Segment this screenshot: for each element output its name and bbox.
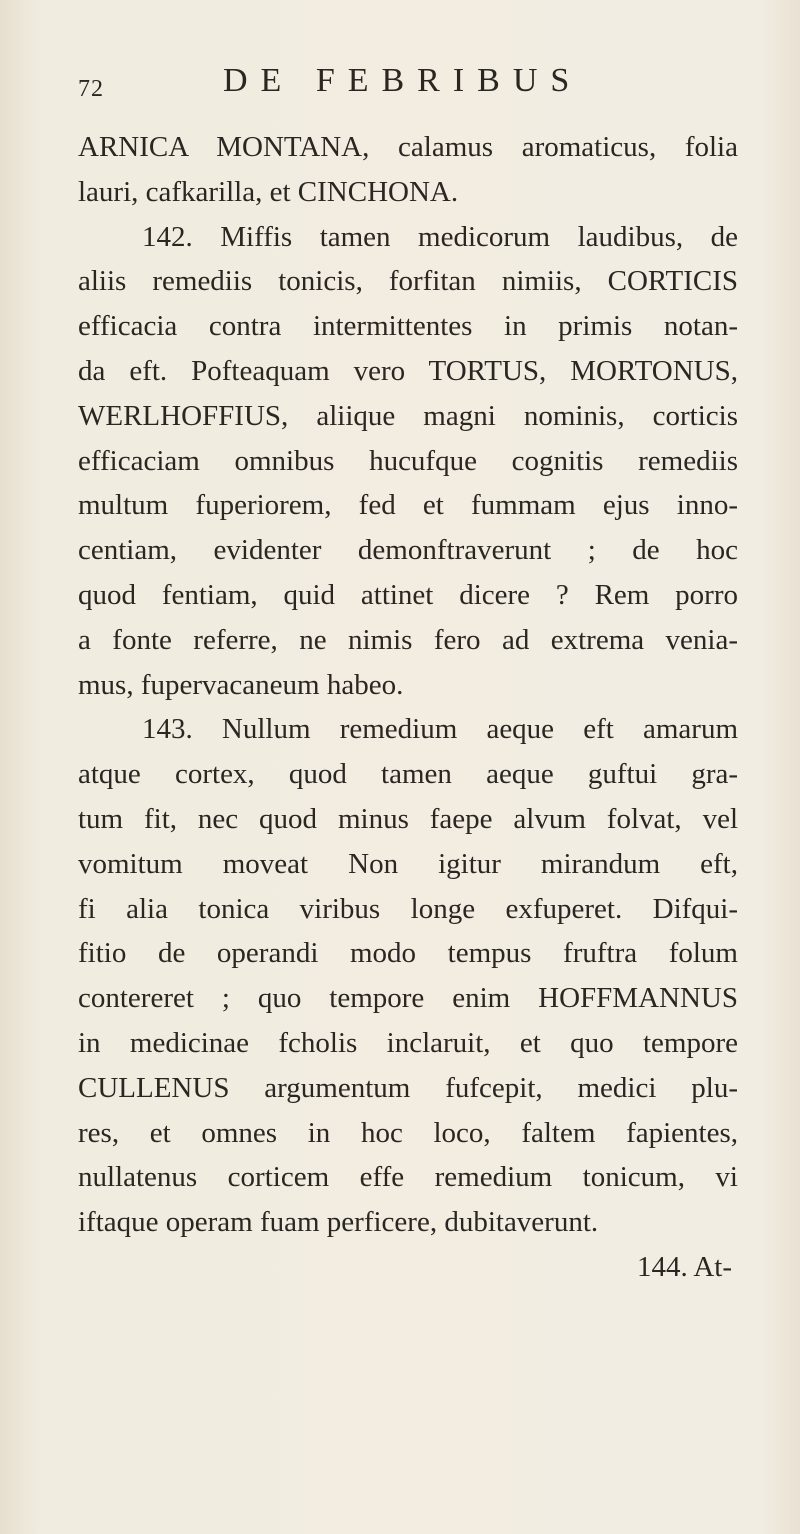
- page-number: 72: [78, 76, 104, 102]
- paragraph-142-start: 142. Miffis tamen medicorum laudibus, de: [142, 220, 738, 253]
- text-line: aliis remediis tonicis, forfitan nimiis, CORTICIS: [78, 265, 738, 298]
- text-line: da eft. Pofteaquam vero TORTUS, MORTONUS,: [78, 354, 738, 387]
- text-line: fi alia tonica viribus longe exfuperet. Difqui-: [78, 892, 738, 925]
- text-line: lauri, cafkarilla, et CINCHONA.: [78, 175, 459, 208]
- text-line: quod fentiam, quid attinet dicere ? Rem porro: [78, 578, 738, 611]
- text-line: mus, fupervacaneum habeo.: [78, 668, 404, 701]
- text-line: vomitum moveat Non igitur mirandum eft,: [78, 847, 738, 880]
- text-line: efficacia contra intermittentes in primis notan-: [78, 310, 738, 343]
- text-line: ARNICA MONTANA, calamus aromaticus, folia: [78, 131, 738, 163]
- text-line: res, et omnes in hoc loco, faltem fapientes,: [78, 1116, 738, 1149]
- text-line: in medicinae fcholis inclaruit, et quo tempore: [78, 1026, 738, 1059]
- running-head: DE FEBRIBUS: [223, 62, 583, 99]
- catchword: 144. At-: [636, 1250, 732, 1283]
- page-header: [78, 62, 718, 112]
- text-line: CULLENUS argumentum fufcepit, medici plu-: [78, 1071, 738, 1104]
- text-line: fitio de operandi modo tempus fruftra folum: [78, 937, 738, 970]
- text-line: tum fit, nec quod minus faepe alvum folvat, vel: [78, 802, 738, 835]
- text-line: efficaciam omnibus hucufque cognitis remediis: [78, 444, 738, 477]
- text-line: centiam, evidenter demonftraverunt ; de hoc: [78, 534, 738, 567]
- text-line: nullatenus corticem effe remedium tonicum, vi: [78, 1161, 738, 1194]
- paragraph-143-start: 143. Nullum remedium aeque eft amarum: [142, 713, 738, 746]
- text-line: a fonte referre, ne nimis fero ad extrema venia-: [78, 623, 738, 656]
- body-text: [78, 125, 738, 1290]
- text-line: multum fuperiorem, fed et fummam ejus inno-: [78, 489, 738, 522]
- text-line: contereret ; quo tempore enim HOFFMANNUS: [78, 982, 738, 1015]
- text-line: atque cortex, quod tamen aeque guftui gra-: [78, 758, 738, 791]
- text-line: iftaque operam fuam perficere, dubitaverunt.: [78, 1206, 599, 1239]
- text-line: WERLHOFFIUS, aliique magni nominis, corticis: [78, 399, 738, 432]
